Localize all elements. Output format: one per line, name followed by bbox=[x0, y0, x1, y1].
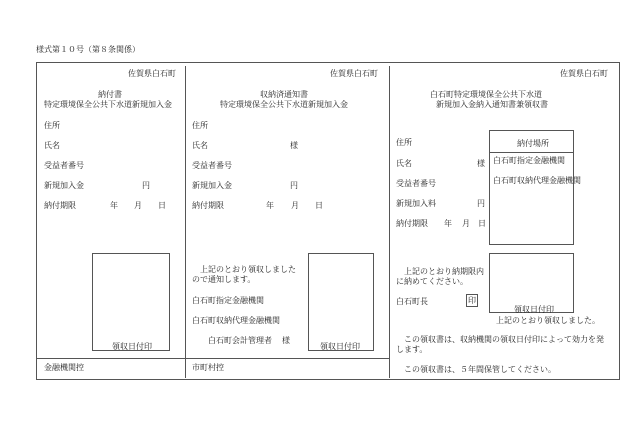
col3-bank2: 白石町収納代理金融機関 bbox=[493, 176, 581, 185]
col3-note2: この領収書は、５年間保管してください。 bbox=[404, 365, 556, 374]
col2-org: 佐賀県白石町 bbox=[330, 69, 378, 78]
col2-accountant: 白石町会計管理者 bbox=[208, 336, 272, 345]
col3-note1-line1: この領収書は、収納機関の領収日付印によって効力を発 bbox=[404, 335, 604, 344]
col2-month-label: 月 bbox=[291, 201, 299, 210]
col1-org: 佐賀県白石町 bbox=[128, 69, 176, 78]
col3-name-label: 氏名 bbox=[396, 159, 412, 168]
col3-address-label: 住所 bbox=[396, 138, 412, 147]
col2-title: 収納済通知書 bbox=[260, 90, 308, 99]
col2-day-label: 日 bbox=[315, 201, 323, 210]
col1-month-label: 月 bbox=[134, 201, 142, 210]
col2-stamp-box bbox=[308, 253, 374, 351]
col3-title: 白石町特定環境保全公共下水道 bbox=[430, 90, 542, 99]
col3-seal: 印 bbox=[468, 296, 476, 305]
col1-beneficiary-no-label: 受益者番号 bbox=[44, 161, 84, 170]
col2-deadline-label: 納付期限 bbox=[192, 201, 224, 210]
col3-beneficiary-no-label: 受益者番号 bbox=[396, 179, 436, 188]
col2-year-label: 年 bbox=[266, 201, 274, 210]
col3-mayor: 白石町長 bbox=[396, 297, 428, 306]
col3-received-text: 上記のとおり領収しました。 bbox=[496, 316, 600, 325]
col1-name-label: 氏名 bbox=[44, 141, 60, 150]
column-divider-1 bbox=[185, 66, 186, 378]
col2-bank2: 白石町収納代理金融機関 bbox=[192, 316, 280, 325]
col2-accountant-sama: 様 bbox=[282, 336, 290, 345]
col2-name-label: 氏名 bbox=[192, 141, 208, 150]
col3-yen-label: 円 bbox=[477, 199, 485, 208]
col3-deadline-label: 納付期限 bbox=[396, 219, 428, 228]
col3-subtitle: 新規加入金納入通知書兼領収書 bbox=[436, 100, 548, 109]
col3-payment-place-divider bbox=[489, 152, 574, 153]
col2-beneficiary-no-label: 受益者番号 bbox=[192, 161, 232, 170]
form-title: 様式第１０号（第８条関係） bbox=[36, 45, 140, 54]
col3-day-label: 日 bbox=[478, 219, 486, 228]
col1-stamp-box bbox=[92, 253, 170, 351]
col3-sama-label: 様 bbox=[477, 159, 485, 168]
col2-subtitle: 特定環境保全公共下水道新規加入金 bbox=[220, 100, 348, 109]
col2-amount-label: 新規加入金 bbox=[192, 181, 232, 190]
col3-month-label: 月 bbox=[462, 219, 470, 228]
col3-notice-line2: に納めてください。 bbox=[396, 277, 468, 286]
col2-footer: 市町村控 bbox=[192, 363, 224, 372]
col2-notice-line2: ので通知します。 bbox=[192, 275, 256, 284]
col1-day-label: 日 bbox=[158, 201, 166, 210]
col1-footer: 金融機関控 bbox=[44, 363, 84, 372]
col3-note1-line2: します。 bbox=[396, 345, 428, 354]
col2-address-label: 住所 bbox=[192, 121, 208, 130]
col1-subtitle: 特定環境保全公共下水道新規加入金 bbox=[44, 100, 172, 109]
col1-deadline-label: 納付期限 bbox=[44, 201, 76, 210]
col2-notice-line1: 上記のとおり領収しました bbox=[200, 265, 296, 274]
col3-amount-label: 新規加入料 bbox=[396, 199, 436, 208]
column-divider-2 bbox=[389, 66, 390, 378]
col1-year-label: 年 bbox=[110, 201, 118, 210]
col1-footer-divider bbox=[37, 358, 185, 359]
col1-address-label: 住所 bbox=[44, 121, 60, 130]
col2-sama-label: 様 bbox=[290, 141, 298, 150]
col3-year-label: 年 bbox=[444, 219, 452, 228]
col1-title: 納付書 bbox=[98, 90, 122, 99]
col2-yen-label: 円 bbox=[290, 181, 298, 190]
col2-footer-divider bbox=[186, 358, 389, 359]
col3-bank1: 白石町指定金融機関 bbox=[493, 156, 565, 165]
col3-stamp-label: 領収日付印 bbox=[514, 305, 554, 314]
col1-yen-label: 円 bbox=[142, 181, 150, 190]
col3-payment-place-title: 納付場所 bbox=[517, 139, 549, 148]
col2-bank1: 白石町指定金融機関 bbox=[192, 296, 264, 305]
col1-amount-label: 新規加入金 bbox=[44, 181, 84, 190]
col1-stamp-label: 領収日付印 bbox=[112, 342, 152, 351]
col3-notice-line1: 上記のとおり納期限内 bbox=[404, 267, 484, 276]
col2-stamp-label: 領収日付印 bbox=[320, 342, 360, 351]
col3-org: 佐賀県白石町 bbox=[560, 69, 608, 78]
